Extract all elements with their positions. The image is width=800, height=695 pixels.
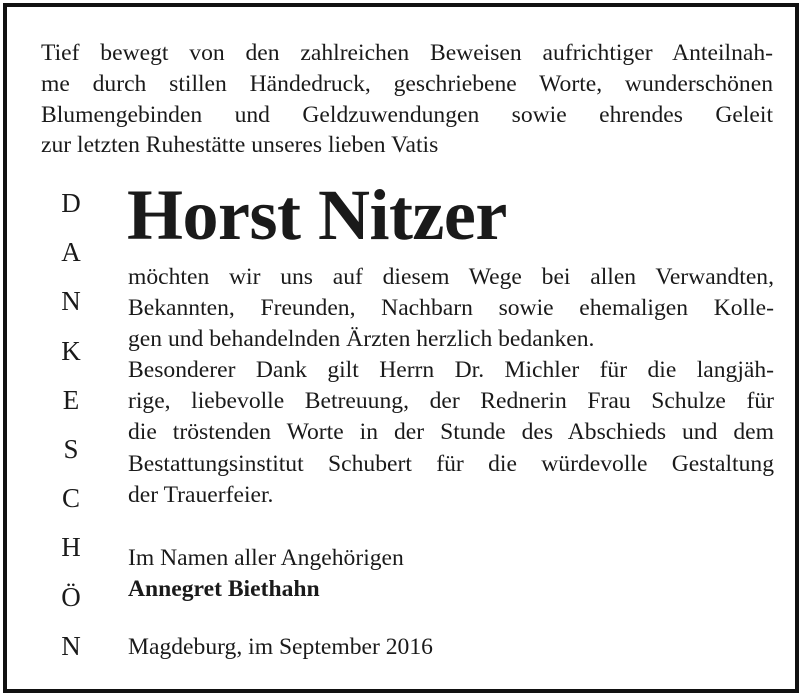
- body-line: gen und behandelnden Ärzten herzlich bedanken.: [128, 326, 595, 353]
- vertical-letter: S: [63, 433, 79, 464]
- notice-frame: [3, 3, 799, 693]
- vertical-letter: K: [61, 335, 81, 366]
- body-line: möchten wir uns auf diesem Wege bei allen Verwandten,: [128, 264, 774, 290]
- vertical-letter: D: [61, 188, 81, 218]
- vertical-letter: N: [61, 286, 81, 317]
- vertical-letter: N: [61, 630, 81, 661]
- intro-paragraph: [41, 38, 773, 161]
- body-line: rige, liebevolle Betreuung, der Rednerin Frau Schulze für: [128, 388, 774, 415]
- vertical-dankeschoen: [53, 179, 89, 671]
- vertical-letter: H: [61, 532, 81, 563]
- body-line: die tröstenden Worte in der Stunde des Abschieds und dem: [128, 419, 774, 446]
- deceased-name: Horst Nitzer: [127, 175, 507, 255]
- signature-block: [128, 543, 404, 605]
- thanks-paragraph: [128, 262, 774, 511]
- body-line: Bekannten, Freunden, Nachbarn sowie ehemaligen Kolle-: [128, 295, 774, 322]
- vertical-letter: Ö: [61, 581, 81, 612]
- intro-line: zur letzten Ruhestätte unseres lieben Vatis: [41, 132, 439, 159]
- signer-name: Annegret Biethahn: [128, 576, 320, 602]
- sign-phrase: Im Namen aller Angehörigen: [128, 545, 404, 571]
- place-date: Magdeburg, im September 2016: [128, 634, 433, 660]
- intro-line: Tief bewegt von den zahlreichen Beweisen aufrichtiger Anteilnah-: [41, 40, 773, 66]
- body-line: der Trauerfeier.: [128, 481, 274, 508]
- intro-line: me durch stillen Händedruck, geschriebene Worte, wunderschönen: [41, 70, 773, 97]
- vertical-letter: C: [61, 483, 80, 514]
- vertical-letter: A: [61, 237, 81, 268]
- intro-line: Blumengebinden und Geldzuwendungen sowie ehrendes Geleit: [41, 101, 773, 128]
- vertical-letter: E: [62, 384, 80, 415]
- body-line: Bestattungsinstitut Schubert für die würdevolle Gestaltung: [128, 450, 774, 477]
- body-line: Besonderer Dank gilt Herrn Dr. Michler für die langjäh-: [128, 357, 774, 384]
